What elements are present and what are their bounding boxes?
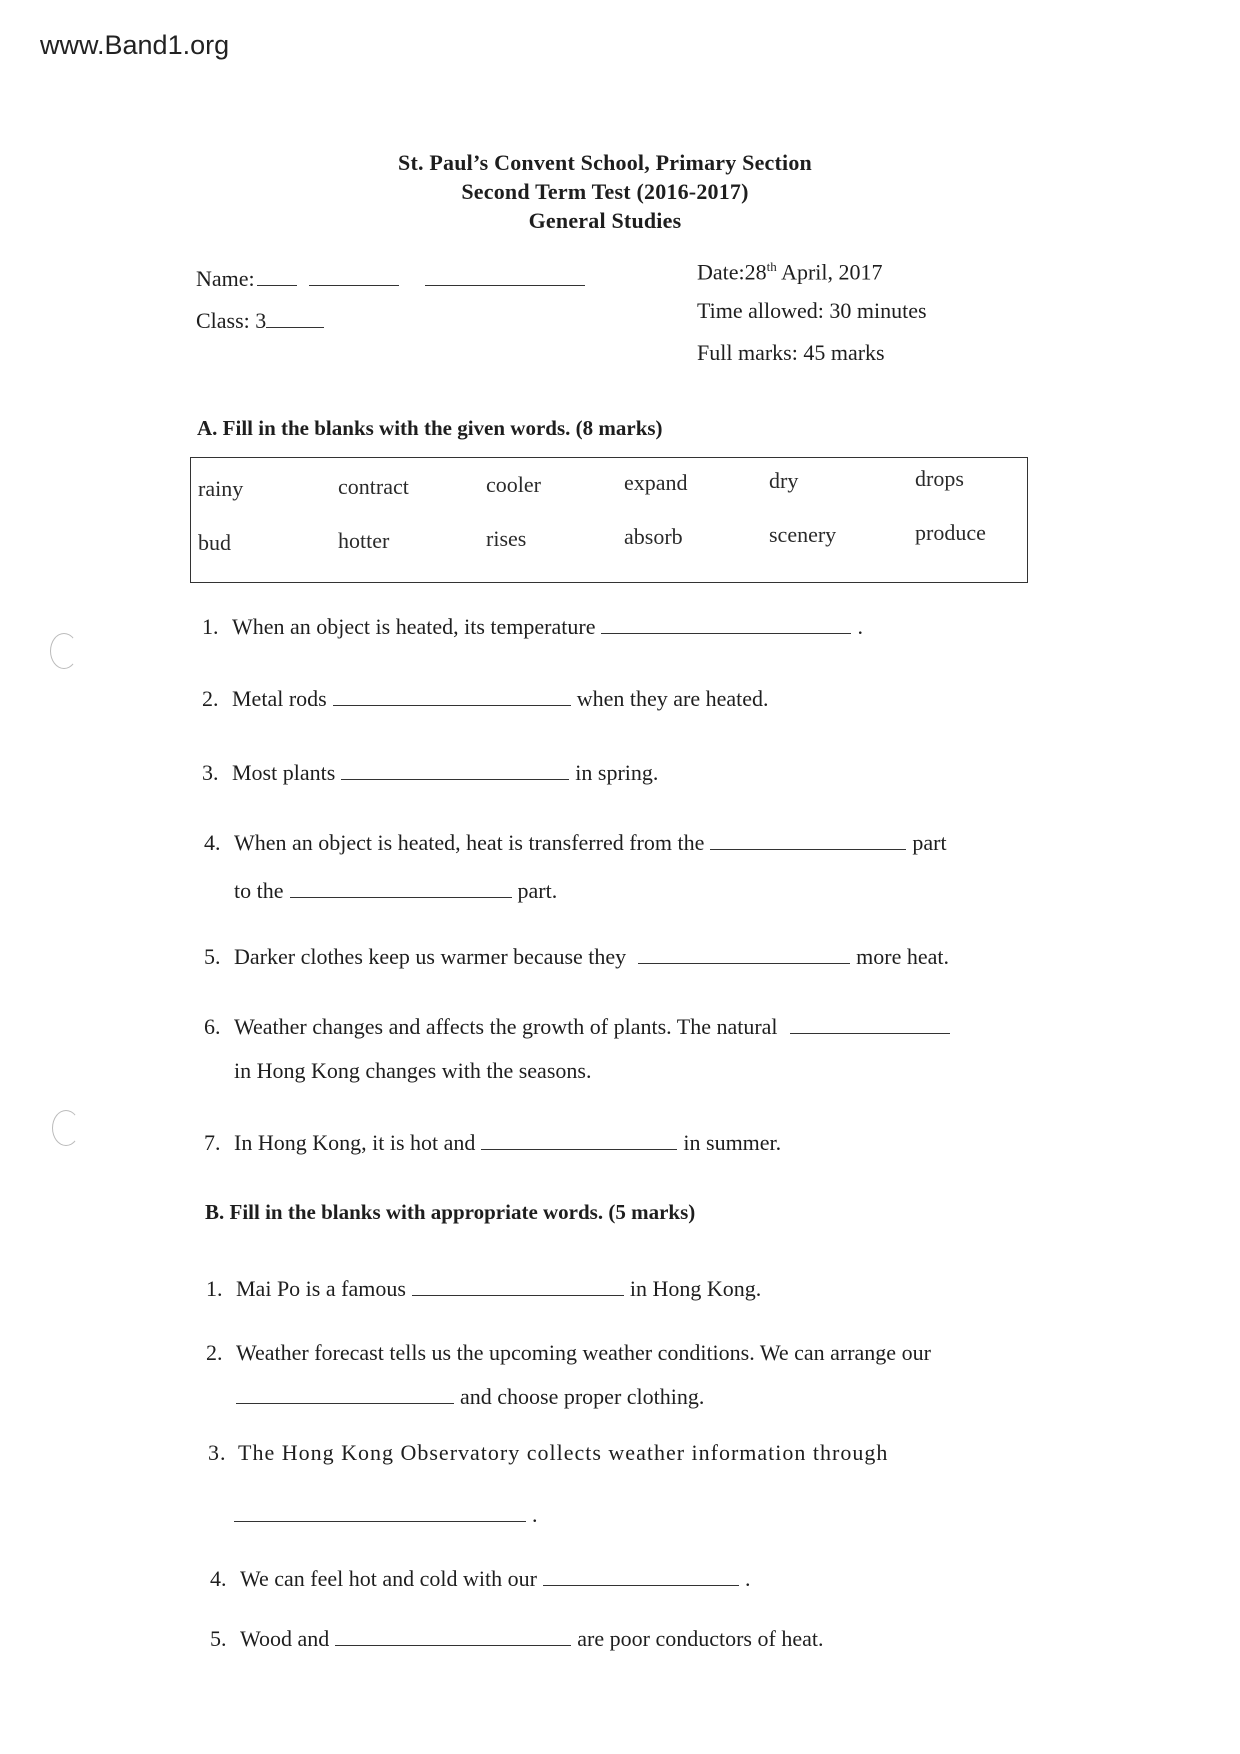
question-b5: 5. Wood and are poor conductors of heat. bbox=[210, 1626, 824, 1651]
class-label: Class: 3 bbox=[196, 308, 267, 333]
question-a6: 6. Weather changes and affects the growth of plants. The natural bbox=[204, 1014, 956, 1040]
school-name: St. Paul’s Convent School, Primary Section bbox=[398, 150, 812, 175]
question-a6-line2: in Hong Kong changes with the seasons. bbox=[234, 1058, 592, 1083]
question-b4: 4. We can feel hot and cold with our . bbox=[210, 1566, 751, 1591]
question-b2: 2. Weather forecast tells us the upcoming weather conditions. We can arrange our bbox=[206, 1340, 931, 1365]
question-a1: 1. When an object is heated, its temperature . bbox=[202, 614, 863, 639]
word-bank-item: absorb bbox=[624, 524, 683, 549]
section-b-title: B. Fill in the blanks with appropriate words. (5 marks) bbox=[205, 1200, 696, 1224]
question-a4: 4. When an object is heated, heat is transferred from the part bbox=[204, 830, 947, 855]
word-bank-item: dry bbox=[769, 468, 799, 493]
binder-hole bbox=[50, 633, 78, 669]
page-header bbox=[0, 148, 1210, 235]
word-bank-item: scenery bbox=[769, 522, 837, 547]
section-a-title: A. Fill in the blanks with the given words. (8 marks) bbox=[197, 416, 663, 440]
test-title: Second Term Test (2016-2017) bbox=[461, 179, 749, 204]
binder-hole bbox=[52, 1110, 80, 1146]
watermark: www.Band1.org bbox=[40, 30, 230, 60]
question-b3-line2: . bbox=[234, 1502, 538, 1528]
full-marks: Full marks: 45 marks bbox=[697, 340, 885, 365]
question-a5: 5. Darker clothes keep us warmer because they more heat. bbox=[204, 944, 950, 969]
word-bank-item: rainy bbox=[198, 476, 244, 501]
class-line bbox=[196, 308, 330, 334]
date-line: Date:28th April, 2017 bbox=[697, 259, 883, 285]
question-b2-line2: and choose proper clothing. bbox=[236, 1384, 704, 1410]
name-label: Name: bbox=[196, 266, 255, 291]
word-bank-item: contract bbox=[338, 474, 409, 499]
question-a4-line2: to the part. bbox=[234, 878, 558, 903]
word-bank-item: hotter bbox=[338, 528, 390, 553]
subject-title: General Studies bbox=[528, 208, 682, 233]
word-bank-item: drops bbox=[915, 466, 964, 491]
question-a3: 3. Most plants in spring. bbox=[202, 760, 659, 785]
question-a7: 7. In Hong Kong, it is hot and in summer. bbox=[204, 1130, 782, 1155]
word-bank-item: expand bbox=[624, 470, 688, 495]
question-b3: 3. The Hong Kong Observatory collects weather information through bbox=[208, 1440, 889, 1465]
name-line bbox=[196, 266, 591, 292]
time-allowed: Time allowed: 30 minutes bbox=[697, 298, 927, 323]
word-bank bbox=[190, 457, 1028, 583]
question-a2: 2. Metal rods when they are heated. bbox=[202, 686, 769, 711]
word-bank-item: cooler bbox=[486, 472, 541, 497]
question-b1: 1. Mai Po is a famous in Hong Kong. bbox=[206, 1276, 762, 1301]
word-bank-item: produce bbox=[915, 520, 986, 545]
word-bank-item: bud bbox=[198, 530, 231, 555]
word-bank-item: rises bbox=[486, 526, 527, 551]
